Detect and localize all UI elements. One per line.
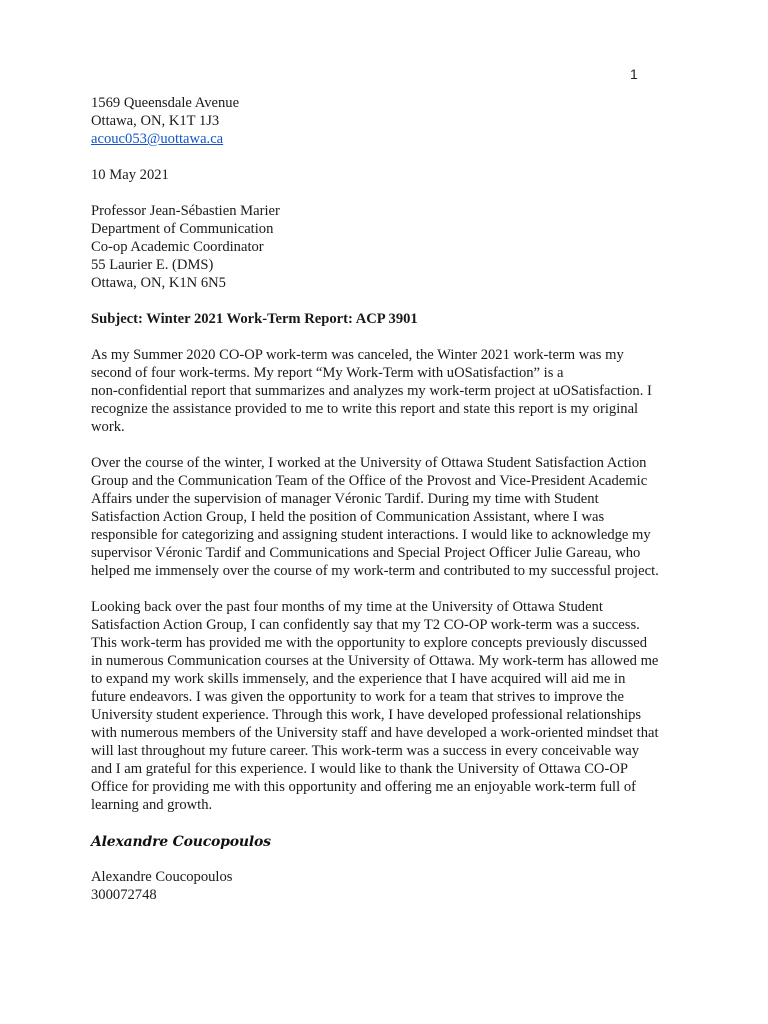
subject-line: Subject: Winter 2021 Work-Term Report: ACP 3901 [91,311,418,327]
paragraph-line: responsible for categorizing and assigning student interactions. I would like to acknowledge my [91,527,651,543]
paragraph-line: University student experience. Through this work, I have developed professional relationships [91,707,642,723]
paragraph-line: Satisfaction Action Group, I held the position of Communication Assistant, where I was [91,509,605,525]
paragraph-line: helped me immensely over the course of my work-term and contributed to my successful project. [91,563,659,579]
sender-street: 1569 Queensdale Avenue [91,95,240,111]
paragraph-line: work. [91,419,125,435]
paragraph-line: As my Summer 2020 CO-OP work-term was canceled, the Winter 2021 work-term was my [91,347,624,363]
paragraph-line: recognize the assistance provided to me to write this report and state this report is my original [91,401,639,417]
paragraph-line: supervisor Véronic Tardif and Communications and Special Project Officer Julie Gareau, who [91,545,641,561]
paragraph-line: will last throughout my future career. This work-term was a success in every conceivable way [91,743,640,759]
paragraph-line: future endeavors. I was given the opportunity to work for a team that strives to improve the [91,689,624,705]
page-number: 1 [630,66,638,82]
paragraph-line: Affairs under the supervision of manager Véronic Tardif. During my time with Student [91,491,599,507]
paragraph-line: Office for providing me with this opportunity and offering me an enjoyable work-term full of [91,779,636,795]
paragraph-line: Over the course of the winter, I worked at the University of Ottawa Student Satisfaction Action [91,455,647,471]
sender-email-link[interactable]: acouc053@uottawa.ca [91,131,224,147]
paragraph-line: in numerous Communication courses at the University of Ottawa. My work-term has allowed me [91,653,659,669]
paragraph-2 [91,454,711,580]
paragraph-line: This work-term has provided me with the opportunity to explore concepts previously discussed [91,635,648,651]
signatory-block [91,868,711,904]
recipient-name: Professor Jean-Sébastien Marier [91,203,280,219]
paragraph-line: learning and growth. [91,797,213,813]
recipient-address-block [91,202,711,292]
paragraph-line: with numerous members of the University staff and have developed a work-oriented mindset that [91,725,659,741]
recipient-department: Department of Communication [91,221,274,237]
paragraph-line: Group and the Communication Team of the Office of the Provost and Vice-President Academic [91,473,648,489]
recipient-city: Ottawa, ON, K1N 6N5 [91,275,226,291]
paragraph-line: non-confidential report that summarizes and analyzes my work-term project at uOSatisfaction. I [91,383,652,399]
paragraph-1 [91,346,711,436]
paragraph-line: Satisfaction Action Group, I can confidently say that my T2 CO-OP work-term was a success. [91,617,640,633]
recipient-title: Co-op Academic Coordinator [91,239,264,255]
handwritten-signature: Alexandre Coucopoulos [91,834,271,850]
paragraph-line: Looking back over the past four months of my time at the University of Ottawa Student [91,599,603,615]
paragraph-line: to expand my work skills immensely, and the experience that I have acquired will aid me in [91,671,626,687]
student-number: 300072748 [91,887,157,903]
sender-city: Ottawa, ON, K1T 1J3 [91,113,220,129]
paragraph-line: and I am grateful for this experience. I would like to thank the University of Ottawa CO-OP [91,761,628,777]
letter-date: 10 May 2021 [91,167,169,183]
paragraph-line: second of four work-terms. My report “My Work-Term with uOSatisfaction” is a [91,365,564,381]
sender-address-block [91,94,711,148]
signatory-name: Alexandre Coucopoulos [91,869,233,885]
letter-body [91,94,711,904]
recipient-address: 55 Laurier E. (DMS) [91,257,214,273]
paragraph-3 [91,598,711,814]
